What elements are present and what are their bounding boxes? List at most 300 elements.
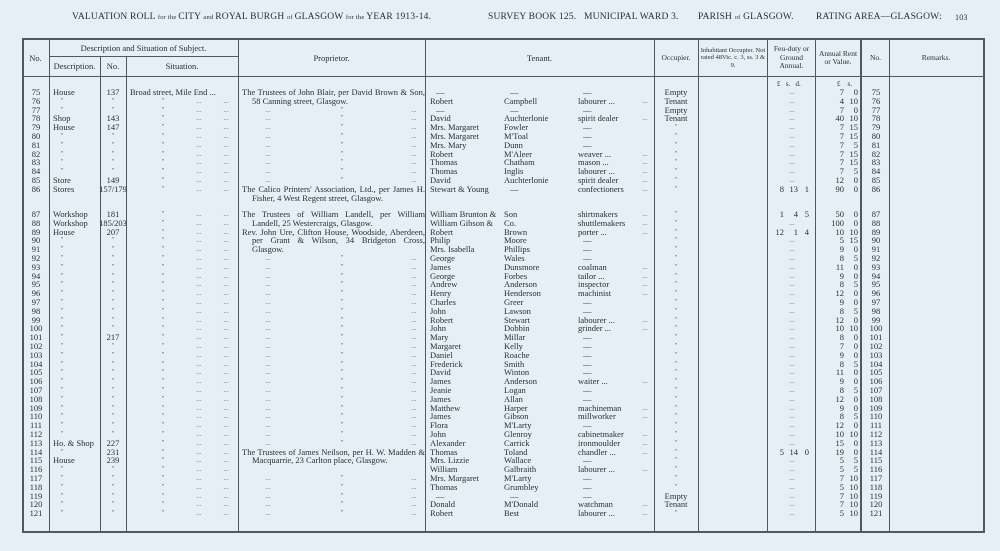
situation-ditto: " bbox=[161, 386, 165, 394]
tenant-first-name: Thomas bbox=[430, 481, 458, 492]
row-number-right: 109 bbox=[869, 402, 883, 413]
description: " bbox=[60, 421, 64, 430]
tenant-surname: Dobbin bbox=[504, 323, 530, 334]
table-bottom-border bbox=[22, 531, 984, 533]
dots: ... bbox=[265, 280, 271, 289]
dots: ... bbox=[196, 149, 202, 158]
occupation: labourer ... bbox=[578, 508, 615, 519]
table-row bbox=[0, 351, 1000, 360]
parish bbox=[698, 12, 794, 22]
description: " bbox=[60, 245, 64, 254]
street-number: 185/203 bbox=[99, 217, 127, 228]
dots: ... bbox=[411, 491, 417, 500]
occupation: — bbox=[583, 473, 592, 483]
dots: ... bbox=[642, 96, 648, 105]
description: " bbox=[60, 447, 64, 456]
dots: ... bbox=[642, 500, 648, 509]
proprietor-ditto: " bbox=[340, 403, 344, 412]
table-row bbox=[0, 324, 1000, 333]
tenant-first-name: Mrs. Lizzie bbox=[430, 455, 470, 466]
situation-ditto: " bbox=[161, 359, 165, 368]
tenant-first-name: Mary bbox=[430, 332, 449, 343]
row-number: 92 bbox=[31, 253, 41, 263]
header-situation: Situation. bbox=[165, 61, 199, 72]
annual-pounds: 5 bbox=[839, 508, 844, 519]
tenant-first-name: Robert bbox=[430, 95, 454, 106]
tenant-surname: Chatham bbox=[504, 157, 535, 168]
row-number: 103 bbox=[29, 349, 43, 360]
annual-shillings: 0 bbox=[853, 393, 858, 404]
tenant-first-name: Donald bbox=[430, 499, 456, 510]
occupation: chandler ... bbox=[578, 446, 616, 457]
dots: ... bbox=[265, 289, 271, 298]
dots: ... bbox=[196, 280, 202, 289]
situation-ditto: " bbox=[161, 236, 165, 245]
dots: ... bbox=[411, 421, 417, 430]
dots: ... bbox=[411, 298, 417, 306]
description: " bbox=[60, 254, 64, 262]
header-num: No. bbox=[106, 61, 120, 72]
row-number-right: 88 bbox=[871, 217, 881, 228]
dots: ... bbox=[642, 509, 648, 518]
tenant-first-name: William Gibson & bbox=[430, 217, 493, 228]
street-number: " bbox=[111, 315, 115, 324]
annual-shillings: 0 bbox=[853, 209, 858, 219]
annual-pounds: 7 bbox=[839, 166, 844, 177]
dots: ... bbox=[265, 482, 271, 491]
occupation: labourer ... bbox=[578, 95, 615, 106]
dots: ... bbox=[642, 315, 648, 324]
dots: ... bbox=[642, 114, 648, 123]
proprietor-ditto: " bbox=[340, 271, 344, 280]
dots: ... bbox=[196, 377, 202, 386]
dots: ... bbox=[411, 430, 417, 438]
description: " bbox=[60, 132, 64, 140]
row-number-right: 112 bbox=[869, 429, 883, 439]
occupier: " bbox=[674, 140, 678, 149]
description: " bbox=[60, 500, 64, 509]
tenant-first-name: Robert bbox=[430, 508, 454, 519]
proprietor-ditto: " bbox=[340, 298, 344, 306]
occupier: " bbox=[674, 176, 678, 184]
occupation: — bbox=[583, 341, 592, 351]
dots: ... bbox=[265, 158, 271, 167]
row-number-right: 115 bbox=[869, 455, 883, 466]
feu-duty: ... bbox=[789, 474, 795, 482]
dots: ... bbox=[642, 430, 648, 438]
annual-pounds: 7 bbox=[839, 157, 844, 168]
annual-pounds: 11 bbox=[835, 261, 844, 272]
dots: ... bbox=[223, 262, 229, 271]
annual-pounds: 7 bbox=[839, 131, 844, 141]
occupation: coalman bbox=[578, 261, 607, 272]
row-number-right: 116 bbox=[869, 464, 883, 475]
proprietor-ditto: " bbox=[340, 254, 344, 262]
tenant-first-name: George bbox=[430, 253, 455, 263]
annual-shillings: 5 bbox=[853, 464, 858, 475]
description: " bbox=[60, 324, 64, 333]
dots: ... bbox=[265, 394, 271, 403]
dots: ... bbox=[223, 254, 229, 262]
row-number: 104 bbox=[29, 358, 43, 369]
annual-shillings: 10 bbox=[849, 226, 858, 237]
occupier: " bbox=[674, 350, 678, 359]
proprietor-ditto: " bbox=[340, 342, 344, 350]
dots: ... bbox=[223, 149, 229, 158]
tenant-first-name: Flora bbox=[430, 420, 448, 431]
table-row bbox=[0, 272, 1000, 281]
table-row bbox=[0, 167, 1000, 176]
dots: ... bbox=[642, 447, 648, 456]
dots: ... bbox=[196, 430, 202, 438]
occupier: " bbox=[674, 403, 678, 412]
occupation: — bbox=[583, 139, 592, 150]
row-number: 116 bbox=[29, 464, 43, 475]
proprietor: The Calico Printers' Association, Ltd., per James H. Fisher, 4 West Regent street, Glasgow. bbox=[242, 183, 425, 203]
description: House bbox=[53, 87, 75, 97]
situation-ditto: " bbox=[161, 368, 165, 377]
feu-pounds: 12 bbox=[775, 226, 784, 237]
tenant-surname: M'Donald bbox=[504, 499, 539, 510]
tenant-surname: Phillips bbox=[504, 244, 530, 255]
annual-shillings: 0 bbox=[853, 261, 858, 272]
dots: ... bbox=[411, 105, 417, 114]
street-number: 147 bbox=[106, 122, 120, 133]
dots: ... bbox=[265, 412, 271, 421]
street-number: " bbox=[111, 377, 115, 386]
occupier: " bbox=[674, 306, 678, 315]
feu-duty: ... bbox=[789, 421, 795, 430]
row-number: 102 bbox=[29, 341, 43, 351]
annual-pounds: 100 bbox=[831, 217, 844, 228]
occupier: Empty bbox=[664, 104, 688, 115]
dots: ... bbox=[411, 342, 417, 350]
dots: ... bbox=[223, 123, 229, 132]
row-number: 111 bbox=[29, 420, 43, 431]
header-occupier: Occupier. bbox=[661, 52, 691, 62]
row-number: 98 bbox=[31, 305, 41, 316]
proprietor-ditto: " bbox=[340, 421, 344, 430]
dots: ... bbox=[642, 465, 648, 474]
table-row bbox=[0, 254, 1000, 263]
row-number: 110 bbox=[29, 411, 43, 422]
row-number-right: 106 bbox=[869, 376, 883, 387]
feu-duty: ... bbox=[789, 386, 795, 394]
dots: ... bbox=[411, 333, 417, 342]
dots: ... bbox=[223, 218, 229, 227]
dots: ... bbox=[196, 289, 202, 298]
dots: ... bbox=[223, 184, 229, 193]
dots: ... bbox=[223, 438, 229, 447]
dots: ... bbox=[265, 421, 271, 430]
occupier: " bbox=[674, 430, 678, 438]
dots: ... bbox=[196, 491, 202, 500]
row-number-right: 117 bbox=[869, 473, 883, 483]
table-row bbox=[0, 263, 1000, 272]
situation-ditto: " bbox=[161, 333, 165, 342]
dots: ... bbox=[265, 140, 271, 149]
tenant-surname: Grumbley bbox=[504, 481, 539, 492]
tenant-surname: Co. bbox=[504, 217, 517, 228]
table-row bbox=[0, 132, 1000, 141]
row-number: 86 bbox=[31, 183, 41, 194]
dots: ... bbox=[196, 447, 202, 456]
description: " bbox=[60, 482, 64, 491]
tenant-surname: Henderson bbox=[504, 288, 541, 299]
proprietor-ditto: " bbox=[340, 474, 344, 482]
street-number: " bbox=[111, 306, 115, 315]
occupier: Tenant bbox=[664, 95, 688, 106]
row-number-right: 77 bbox=[871, 104, 881, 115]
dots: ... bbox=[265, 350, 271, 359]
occupation: labourer ... bbox=[578, 464, 615, 475]
tenant-first-name: Philip bbox=[430, 235, 451, 246]
dots: ... bbox=[265, 306, 271, 315]
feu-duty: ... bbox=[789, 236, 795, 245]
dots: ... bbox=[411, 368, 417, 377]
feu-duty: ... bbox=[789, 509, 795, 518]
feu-duty: ... bbox=[789, 350, 795, 359]
dots: ... bbox=[196, 236, 202, 245]
occupation: — bbox=[583, 131, 592, 141]
dots: ... bbox=[223, 210, 229, 218]
tenant-first-name: James bbox=[430, 411, 451, 422]
annual-pounds: 8 bbox=[839, 385, 844, 395]
annual-pounds: 8 bbox=[839, 332, 844, 343]
occupation: inspector bbox=[578, 279, 610, 290]
dots: ... bbox=[411, 271, 417, 280]
occupation: watchman bbox=[578, 499, 613, 510]
annual-shillings: 0 bbox=[853, 175, 858, 185]
row-number: 113 bbox=[29, 437, 43, 448]
occupation: — bbox=[583, 393, 592, 404]
feu-duty: ... bbox=[789, 262, 795, 271]
table-row bbox=[0, 342, 1000, 351]
dots: ... bbox=[411, 438, 417, 447]
street-number: " bbox=[111, 140, 115, 149]
occupation: — bbox=[583, 244, 592, 255]
tenant-surname: Galbraith bbox=[504, 464, 537, 475]
occupation: labourer ... bbox=[578, 166, 615, 177]
street-number: " bbox=[111, 491, 115, 500]
street-number: " bbox=[111, 350, 115, 359]
dots: ... bbox=[196, 333, 202, 342]
row-number-right: 83 bbox=[871, 157, 881, 168]
annual-shillings: 5 bbox=[853, 279, 858, 290]
dots: ... bbox=[411, 280, 417, 289]
feu-pence: 5 bbox=[804, 209, 809, 219]
occupier: " bbox=[674, 227, 678, 236]
tenant-first-name: Stewart & Young bbox=[430, 183, 489, 194]
tenant-surname: Auchterlonie bbox=[504, 113, 549, 124]
row-number: 97 bbox=[31, 297, 41, 307]
row-number-right: 103 bbox=[869, 349, 883, 360]
street-number: " bbox=[111, 359, 115, 368]
row-number: 77 bbox=[31, 104, 41, 115]
dots: ... bbox=[196, 176, 202, 184]
occupier: " bbox=[674, 324, 678, 333]
occupier: " bbox=[674, 236, 678, 245]
annual-shillings: 5 bbox=[853, 411, 858, 422]
table-row bbox=[0, 158, 1000, 167]
street-number: " bbox=[111, 465, 115, 474]
feu-duty: ... bbox=[789, 96, 795, 105]
street-number: " bbox=[111, 254, 115, 262]
annual-shillings: 0 bbox=[853, 104, 858, 115]
dots: ... bbox=[196, 386, 202, 394]
title-part: for the bbox=[157, 14, 179, 21]
dots: ... bbox=[196, 167, 202, 176]
annual-units: £ s. bbox=[837, 80, 852, 88]
annual-pounds: 8 bbox=[839, 358, 844, 369]
proprietor-ditto: " bbox=[340, 500, 344, 509]
occupier: Tenant bbox=[664, 113, 688, 124]
dots: ... bbox=[411, 350, 417, 359]
proprietor-ditto: " bbox=[340, 149, 344, 158]
street-number: " bbox=[111, 368, 115, 377]
occupier: " bbox=[674, 315, 678, 324]
dots: ... bbox=[223, 359, 229, 368]
description: " bbox=[60, 465, 64, 474]
dots: ... bbox=[411, 386, 417, 394]
annual-pounds: 90 bbox=[835, 183, 844, 194]
annual-shillings: 5 bbox=[853, 455, 858, 466]
annual-shillings: 15 bbox=[849, 148, 858, 159]
occupier: " bbox=[674, 474, 678, 482]
dots: ... bbox=[223, 386, 229, 394]
feu-duty: ... bbox=[789, 88, 795, 96]
annual-pounds: 10 bbox=[835, 323, 844, 334]
annual-pounds: 7 bbox=[839, 473, 844, 483]
tenant-first-name: Daniel bbox=[430, 349, 453, 360]
occupation: ironmoulder bbox=[578, 437, 621, 448]
situation-ditto: " bbox=[161, 491, 165, 500]
row-number-right: 87 bbox=[871, 209, 881, 219]
dots: ... bbox=[642, 262, 648, 271]
occupation: waiter ... bbox=[578, 376, 608, 387]
situation-ditto: " bbox=[161, 465, 165, 474]
description: " bbox=[60, 333, 64, 342]
dots: ... bbox=[642, 210, 648, 218]
annual-shillings: 5 bbox=[853, 166, 858, 177]
row-number: 107 bbox=[29, 385, 43, 395]
situation-ditto: " bbox=[161, 158, 165, 167]
dots: ... bbox=[411, 315, 417, 324]
situation-ditto: " bbox=[161, 280, 165, 289]
occupier: " bbox=[674, 280, 678, 289]
dots: ... bbox=[196, 456, 202, 465]
dots: ... bbox=[223, 456, 229, 465]
annual-shillings: 10 bbox=[849, 95, 858, 106]
annual-shillings: 0 bbox=[853, 244, 858, 255]
row-number: 105 bbox=[29, 367, 43, 378]
occupation: — bbox=[583, 305, 592, 316]
dots: ... bbox=[642, 289, 648, 298]
feu-duty: ... bbox=[789, 368, 795, 377]
row-number: 84 bbox=[31, 166, 41, 177]
dots: ... bbox=[642, 167, 648, 176]
description: " bbox=[60, 509, 64, 518]
header-tenant: Tenant. bbox=[526, 52, 553, 63]
feu-duty: ... bbox=[789, 403, 795, 412]
row-number-right: 80 bbox=[871, 131, 881, 141]
tenant-surname: Fowler bbox=[504, 122, 529, 133]
street-number: " bbox=[111, 167, 115, 176]
dots: ... bbox=[265, 377, 271, 386]
description: " bbox=[60, 315, 64, 324]
title-part: and bbox=[203, 14, 216, 21]
survey-book: SURVEY BOOK 125. bbox=[488, 12, 577, 22]
row-number-right: 100 bbox=[869, 323, 883, 334]
occupier: " bbox=[674, 482, 678, 491]
feu-duty: ... bbox=[789, 140, 795, 149]
street-number: " bbox=[111, 236, 115, 245]
description: House bbox=[53, 226, 75, 237]
situation-ditto: " bbox=[161, 218, 165, 227]
parish-of: of bbox=[734, 14, 741, 21]
table-row bbox=[0, 456, 1000, 465]
annual-pounds: 10 bbox=[835, 429, 844, 439]
annual-shillings: 5 bbox=[853, 385, 858, 395]
dots: ... bbox=[411, 123, 417, 132]
tenant-surname: — bbox=[510, 87, 519, 97]
tenant-surname: Roache bbox=[504, 349, 530, 360]
dots: ... bbox=[642, 176, 648, 184]
description: " bbox=[60, 394, 64, 403]
occupation: confectioners bbox=[578, 183, 624, 194]
dots: ... bbox=[223, 465, 229, 474]
dots: ... bbox=[265, 114, 271, 123]
annual-pounds: 7 bbox=[839, 87, 844, 97]
dots: ... bbox=[265, 149, 271, 158]
header-description: Description. bbox=[53, 61, 96, 72]
street-number: " bbox=[111, 280, 115, 289]
table-row bbox=[0, 183, 1000, 203]
dots: ... bbox=[265, 324, 271, 333]
dots: ... bbox=[196, 509, 202, 518]
dots: ... bbox=[265, 315, 271, 324]
row-number: 78 bbox=[31, 113, 41, 124]
occupier: " bbox=[674, 289, 678, 298]
annual-pounds: 12 bbox=[835, 175, 844, 185]
description: " bbox=[60, 105, 64, 114]
tenant-surname: — bbox=[510, 183, 519, 194]
situation-ditto: " bbox=[161, 114, 165, 123]
row-number: 89 bbox=[31, 226, 41, 237]
occupier: Tenant bbox=[664, 499, 688, 510]
feu-duty: ... bbox=[789, 359, 795, 368]
row-number-right: 99 bbox=[871, 314, 881, 325]
tenant-first-name: — bbox=[436, 104, 445, 115]
title-part: for the bbox=[345, 14, 367, 21]
feu-shillings: 1 bbox=[793, 226, 798, 237]
tenant-first-name: Thomas bbox=[430, 166, 458, 177]
annual-pounds: 8 bbox=[839, 305, 844, 316]
header-desc-group: Description and Situation of Subject. bbox=[80, 42, 207, 53]
tenant-surname: Stewart bbox=[504, 314, 530, 325]
description: " bbox=[60, 280, 64, 289]
occupier: Empty bbox=[664, 490, 688, 501]
dots: ... bbox=[196, 306, 202, 315]
occupier: " bbox=[674, 298, 678, 306]
occupier: " bbox=[674, 421, 678, 430]
row-number: 100 bbox=[29, 323, 43, 334]
dots: ... bbox=[223, 491, 229, 500]
situation-ditto: " bbox=[161, 474, 165, 482]
dots: ... bbox=[642, 280, 648, 289]
annual-shillings: 10 bbox=[849, 323, 858, 334]
situation-ditto: " bbox=[161, 132, 165, 140]
